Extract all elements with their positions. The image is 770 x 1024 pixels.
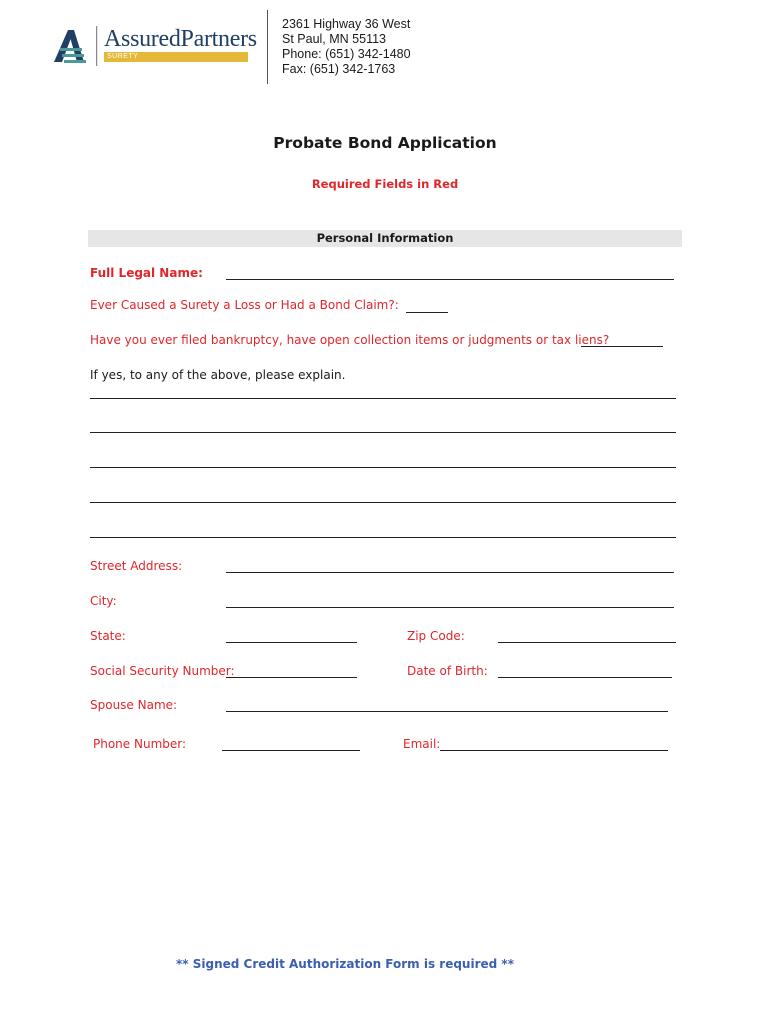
street-address-field[interactable]	[226, 572, 674, 573]
spouse-label: Spouse Name:	[90, 698, 178, 712]
explain-label: If yes, to any of the above, please explain.	[90, 368, 346, 382]
full-legal-name-label: Full Legal Name:	[90, 266, 203, 280]
email-field[interactable]	[440, 750, 668, 751]
bankruptcy-label: Have you ever filed bankruptcy, have open collection items or judgments or tax liens?	[90, 333, 610, 347]
explain-line-3[interactable]	[90, 467, 676, 468]
section-header	[88, 230, 682, 247]
explain-line-4[interactable]	[90, 502, 676, 503]
email-label: Email:	[403, 737, 441, 751]
zip-label: Zip Code:	[407, 629, 465, 643]
phone-field[interactable]	[222, 750, 360, 751]
section-title: Personal Information	[316, 231, 454, 245]
header-divider	[267, 10, 268, 84]
ssn-field[interactable]	[226, 677, 357, 678]
explain-line-1[interactable]	[90, 398, 676, 399]
surety-loss-label: Ever Caused a Surety a Loss or Had a Bond Claim?:	[90, 298, 399, 312]
address-line2: St Paul, MN 55113	[282, 32, 386, 46]
spouse-field[interactable]	[226, 711, 668, 712]
city-label: City:	[90, 594, 117, 608]
dob-label: Date of Birth:	[407, 664, 488, 678]
city-field[interactable]	[226, 607, 674, 608]
bankruptcy-field[interactable]	[581, 346, 663, 347]
fax-line: Fax: (651) 342-1763	[282, 62, 396, 76]
full-legal-name-field[interactable]	[226, 279, 674, 280]
phone-label: Phone Number:	[93, 737, 187, 751]
surety-loss-field[interactable]	[406, 312, 448, 313]
page-title: Probate Bond Application	[273, 134, 497, 152]
state-label: State:	[90, 629, 126, 643]
ssn-label: Social Security Number:	[90, 664, 235, 678]
company-sub: SURETY	[107, 53, 139, 60]
company-name: AssuredPartners	[104, 26, 257, 52]
state-field[interactable]	[226, 642, 357, 643]
explain-line-5[interactable]	[90, 537, 676, 538]
zip-field[interactable]	[498, 642, 676, 643]
address-line1: 2361 Highway 36 West	[282, 17, 411, 31]
explain-line-2[interactable]	[90, 432, 676, 433]
street-address-label: Street Address:	[90, 559, 183, 573]
footer-note: ** Signed Credit Authorization Form is required **	[176, 957, 514, 971]
dob-field[interactable]	[498, 677, 672, 678]
required-note: Required Fields in Red	[311, 177, 459, 191]
phone-line: Phone: (651) 342-1480	[282, 47, 411, 61]
